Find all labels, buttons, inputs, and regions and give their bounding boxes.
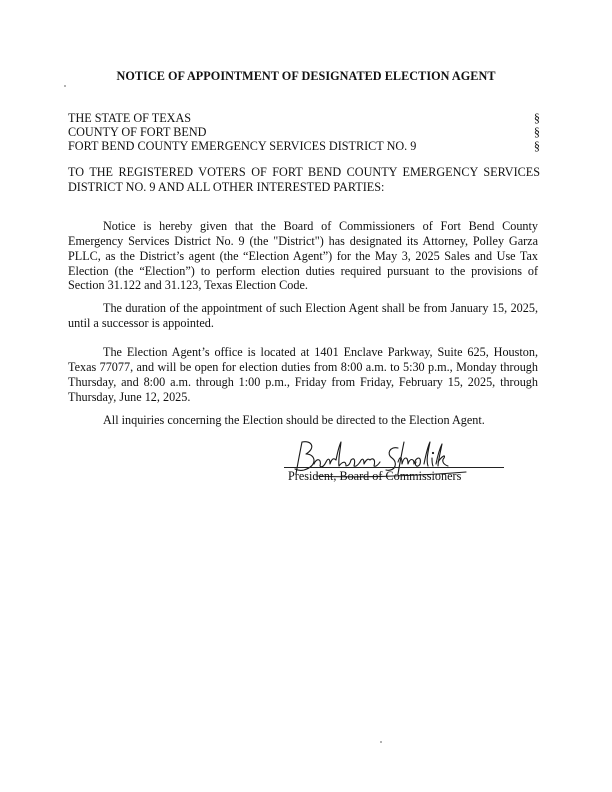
caption-state: THE STATE OF TEXAS bbox=[68, 111, 192, 125]
scan-speck bbox=[380, 741, 382, 743]
caption-district: FORT BEND COUNTY EMERGENCY SERVICES DISTRICT NO. 9 bbox=[68, 139, 417, 153]
section-mark: § bbox=[533, 139, 540, 153]
salutation: TO THE REGISTERED VOTERS OF FORT BEND COUNTY EMERGENCY SERVICES DISTRICT NO. 9 AND ALL OTHER INTERESTED PARTIES: bbox=[68, 165, 540, 194]
scan-speck bbox=[64, 85, 66, 87]
paragraph-office-hours: The Election Agent’s office is located at 1401 Enclave Parkway, Suite 625, Houston, Texas 77077, and will be open for election duties from 8:00 a.m. to 5:30 p.m., Monday through Thursday, and 8:00 a.m. through 1:00 p.m., Friday from Friday, February 15, 2025, through Thursday, June 12, 2025. bbox=[68, 345, 538, 404]
caption-row-state bbox=[68, 111, 548, 125]
section-mark: § bbox=[533, 125, 540, 139]
paragraph-duration: The duration of the appointment of such Election Agent shall be from January 15, 2025, until a successor is appointed. bbox=[68, 301, 538, 330]
paragraph-appointment: Notice is hereby given that the Board of Commissioners of Fort Bend County Emergency Services District No. 9 (the "District") has designated its Attorney, Polley Garza PLLC, as the District’s agent (the “Election Agent”) for the May 3, 2025 Sales and Use Tax Election (the “Election”) to perform election duties required pursuant to the provisions of Section 31.122 and 31.123, Texas Election Code. bbox=[68, 219, 538, 293]
document-title: NOTICE OF APPOINTMENT OF DESIGNATED ELECTION AGENT bbox=[116, 69, 496, 83]
caption-row-district bbox=[68, 139, 548, 153]
caption-county: COUNTY OF FORT BEND bbox=[68, 125, 207, 139]
paragraph-inquiries: All inquiries concerning the Election should be directed to the Election Agent. bbox=[103, 413, 485, 428]
signature-line bbox=[284, 467, 504, 468]
caption-row-county bbox=[68, 125, 548, 139]
caption-block bbox=[68, 111, 548, 153]
signatory-title: President, Board of Commissioners bbox=[288, 469, 462, 483]
section-mark: § bbox=[533, 111, 540, 125]
